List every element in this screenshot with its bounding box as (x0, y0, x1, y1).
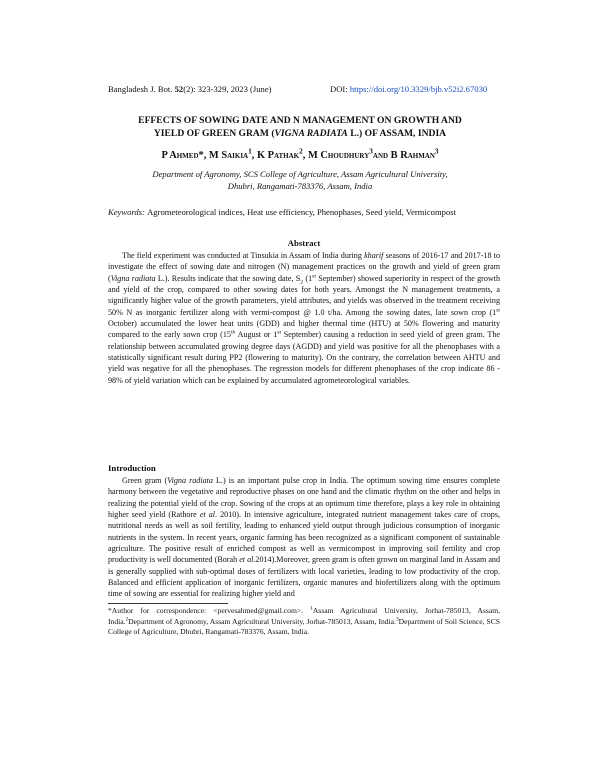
affiliation-line-2: Dhubri, Rangamati-783376, Assam, India (227, 181, 373, 191)
abstract-sub-1: 2 (300, 279, 304, 286)
abstract-heading: Abstract (287, 238, 321, 248)
author-4-sup: 3 (369, 147, 373, 156)
title-line-2-post: L.) OF ASSAM, INDIA (347, 128, 447, 139)
footnote (108, 606, 500, 638)
footnote-affil-3: Department of Soil Science, SCS College of Agriculture, Dhubri, Rangamati-783376, Assam, India. (108, 616, 501, 637)
abstract-sup-4: st (277, 329, 282, 336)
author-list: P Ahmed*, M Saikia$^1$, K Pathak$^2$, M Choudhury$^3$and B Rahman$^3$ (161, 147, 439, 161)
abstract-italic-1: kharif (364, 251, 384, 260)
footnote-sup-1: 1 (310, 605, 313, 612)
footnote-divider (108, 603, 228, 604)
intro-text-3: . 2010). In intensive agriculture, integrated nutrient management takes care of crops, nutritional needs as well as soil fertility, leading to enhanced yield output through judicious consumption of inorganic nutrients in the system. In recent years, organic farming has been recognized as a significant component of sustainable agriculture. The positive result of enriched compost as well as vermicompost in improving soil fertility and crop productivity is well documented (Borah (108, 510, 500, 565)
author-5-sup: 3 (434, 147, 439, 156)
abstract-text-4: September) showed superiority in respect of the growth and yield of the crop, compared to other sowing dates for both years. Amongst the N management treatments, a significantly higher value of the growth parameters, yield attributes, and yields was observed in the treatment receiving 50% N as inorganic fertilizer along with vermi-compost @ 1.0 t/ha. Among the sowing dates, late sown crop (1 (108, 273, 501, 317)
abstract-text-3b: (1 (303, 273, 313, 283)
doi-link[interactable]: https://doi.org/10.3329/bjb.v52i2.67030 (349, 84, 488, 94)
abstract-text-6: August or 1 (235, 330, 278, 340)
keywords-label: Keywords: (108, 207, 145, 217)
journal-volume: 52 (174, 84, 184, 94)
abstract-text-3: L.). Results indicate that the sowing date, S (155, 273, 301, 283)
author-5: and B Rahman (372, 150, 435, 161)
author-4: M Choudhury (307, 150, 370, 161)
footnote-correspondence: *Author for correspondence: <pervesahmed@gmail.com>. (108, 606, 311, 615)
abstract-italic-2: Vigna radiata (110, 273, 156, 283)
abstract-sup-3: th (230, 329, 236, 336)
title-line-2-italic: VIGNA RADIATA (274, 128, 348, 139)
affiliation-line-1: Department of Agronomy, SCS College of Agriculture, Assam Agricultural University, (152, 169, 448, 179)
footnote-sup-2: 2 (125, 616, 129, 623)
doi-label: DOI: (330, 84, 350, 94)
footnote-affil-1: Assam Agricultural University, Jorhat-785013, Assam, India. (108, 606, 500, 626)
keywords-text: Agrometeorological indices, Heat use efficiency, Phenophases, Seed yield, Vermicompost (147, 207, 456, 217)
footnote-affil-2: Department of Agronomy, Assam Agricultural University, Jorhat-785013, Assam, India. (128, 616, 396, 626)
intro-text-1: Green gram ( (122, 476, 168, 485)
abstract-text-2: seasons of 2016-17 and 2017-18 to investigate the effect of sowing date and nitrogen (N) management practices on the growth and yield of green gram ( (108, 251, 500, 283)
intro-italic-1: Vigna radiata (167, 476, 213, 485)
author-3-sup: 2 (299, 147, 303, 156)
doi (330, 84, 487, 94)
journal-name: Bangladesh J. Bot. (108, 84, 173, 94)
abstract-text-7: September) causing a reduction in seed yield of green gram. The relationship between accumulated growing degree days (AGDD) and yield was positive for all the phenophases with a statistically significant result during PP2 (flowering to maturity). On the contrary, the correlation between AHTU and yield was negative for all the phenophases. The regression models for different phenophases of the crop indicate 86 - 98% of yield variation which can be explained by accumulated agrometeorological variables. (108, 330, 500, 385)
author-1: P Ahmed*, (161, 150, 207, 161)
intro-italic-2: et al (199, 510, 216, 520)
introduction-heading: Introduction (108, 463, 156, 473)
author-2-sup: 1 (248, 147, 252, 156)
author-2: M Saikia (208, 150, 249, 161)
footnote-sup-3: 3 (395, 616, 399, 623)
abstract-text-5: October) accumulated the lower heat units (GDD) and higher thermal time (HTU) at 50% flowering and maturity compared to the early sown crop (15 (108, 319, 500, 340)
journal-citation (108, 84, 272, 94)
affiliation (100, 168, 500, 192)
title-line-2 (100, 127, 500, 140)
abstract-sup-1: st (312, 273, 316, 279)
journal-issue-pages: (2): 323-329, 2023 (June) (183, 84, 272, 94)
title-line-1: EFFECTS OF SOWING DATE AND N MANAGEMENT ON GROWTH AND (138, 115, 462, 126)
title-line-2-pre: YIELD OF GREEN GRAM ( (153, 128, 275, 139)
abstract-sup-2: st (496, 307, 500, 314)
introduction-body (108, 475, 500, 600)
abstract-text-1: The field experiment was conducted at Tinsukia in Assam of India during (122, 251, 365, 260)
intro-italic-3: et al. (239, 555, 256, 565)
paper-title (100, 114, 500, 140)
keywords (108, 206, 500, 218)
author-3: K Pathak (256, 150, 300, 161)
intro-text-4: 2014).Moreover, green gram is often grown on marginal land in Assam and is generally supplied with sub-optimal doses of fertilizers with local varieties, leading to low productivity of the crop. Balanced and efficient application of inorganic fertilizers, organic manures and biofertilizers along with the optimum time of sowing are essential for realizing higher yield and (108, 555, 501, 599)
intro-text-2: L.) is an important pulse crop in India. The optimum sowing time ensures complete harmony between the vegetative and reproductive phases on one hand and the climatic rhythm on the other and helps in realizing the potential yield of the crop. Sowing of the crops at an optimum time therefore, plays a key role in obtaining higher seed yield (Rathore (108, 476, 500, 520)
abstract-body (108, 250, 500, 386)
